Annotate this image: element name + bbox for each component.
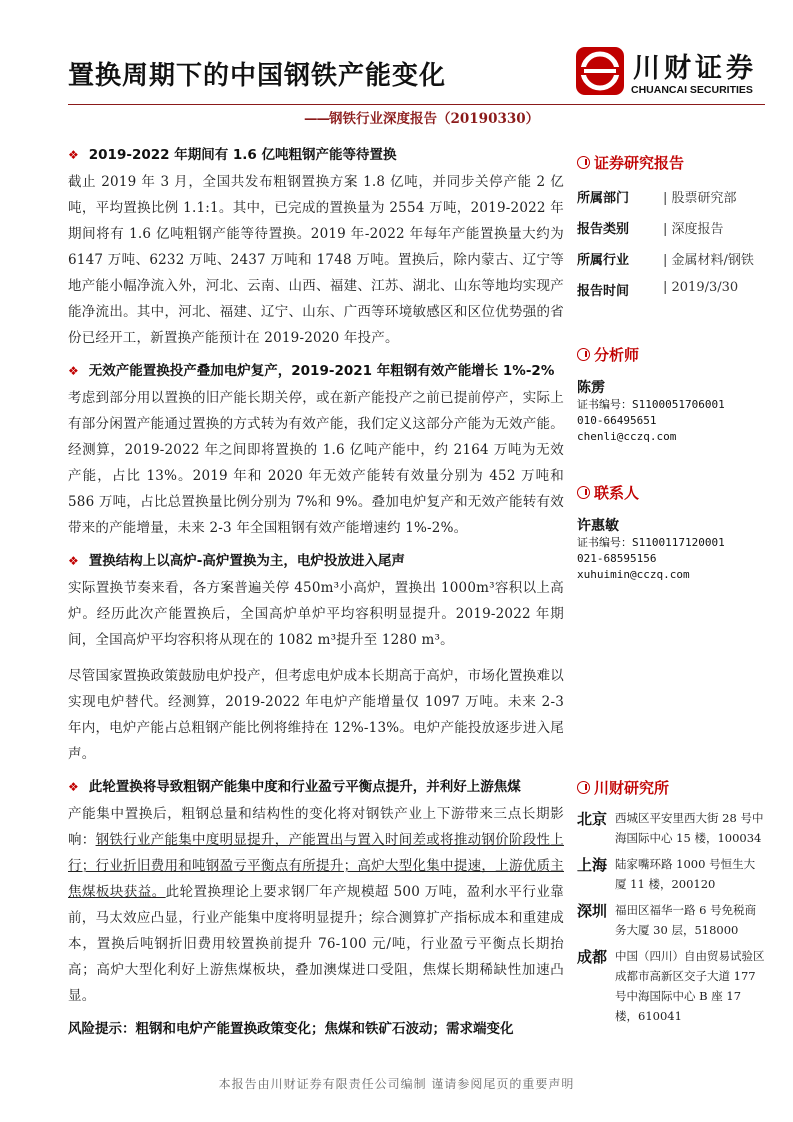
meta-value: | 深度报告 xyxy=(663,222,724,237)
institute-heading-text: 川财研究所 xyxy=(594,779,670,797)
contact-phone: 021-68595156 xyxy=(577,552,657,565)
meta-key: 报告时间 xyxy=(577,284,630,299)
diamond-bullet-icon: ❖ xyxy=(68,364,79,378)
contact-cert: 证书编号：S1100117120001 xyxy=(577,536,725,549)
page-footer-disclaimer: 本报告由川财证券有限责任公司编制 谨请参阅尾页的重要声明 xyxy=(218,1077,575,1091)
report-info-heading xyxy=(577,152,767,173)
meta-value: | 2019/3/30 xyxy=(663,280,739,295)
office-shanghai xyxy=(577,854,765,894)
section-paragraph: 实际置换节奏来看，各方案普遍关停 450m³小高炉，置换出 1000m³容积以上高炉。经历此次产能置换后，全国高炉单炉平均容积明显提升。2019-2022 年期间，全国高炉平均容积将从现在的 1082 m³提升至 1280 m³。 xyxy=(68,580,564,648)
report-info-heading-text: 证券研究报告 xyxy=(594,154,685,172)
section-paragraph xyxy=(68,801,564,1009)
analyst-phone: 010-66495651 xyxy=(577,414,657,427)
section-paragraph: 截止 2019 年 3 月，全国共发布粗钢置换方案 1.8 亿吨，并同步关停产能 2 亿吨，平均置换比例 1.1:1。其中，已完成的置换量为 2554 万吨，2019-2022 年期间将有 1.6 亿吨粗钢产能等待置换。2019 年-2022 年每年产能置换量大约为 6147 万吨、6232 万吨、2437 万吨和 1748 万吨。置换后，除内蒙古、辽宁等地产能小幅净流入外，河北、云南、山西、福建、江苏、湖北、山东等地均实现产能净流出。其中，河北、福建、辽宁、山东、广西等环境敏感区和区位优势强的省份已经开工，新置换产能预计在 2019-2020 年投产。 xyxy=(68,174,564,346)
paragraph-body: 此轮置换理论上要求钢厂年产规模超 500 万吨，盈利水平行业靠前，马太效应凸显，行业产能集中度将明显提升；综合测算扩产指标成本和重建成本，置换后吨钢折旧费用较置换前提升 76-100 元/吨，行业盈亏平衡点长期抬高；高炉大型化利好上游焦煤板块，叠加澳煤进口受阻，焦煤长期稀缺性加速凸显。 xyxy=(68,884,564,1004)
meta-key: 报告类别 xyxy=(577,222,630,237)
analyst-heading-text: 分析师 xyxy=(594,346,640,364)
analyst-email[interactable]: chenli@cczq.com xyxy=(577,430,677,443)
key-impacts-underlined: 钢铁行业产能集中度明显提升，产能置出与置入时间差或将推动钢价阶段性上行；行业折旧费用和吨钢盈亏平衡点有所提升；高炉大型化集中提速，上游优质主焦煤板块获益。 xyxy=(68,832,564,900)
contact-heading xyxy=(577,482,767,503)
section-marker-icon xyxy=(577,348,590,361)
meta-row-department xyxy=(577,187,767,218)
report-info-panel xyxy=(577,152,767,311)
institute-heading xyxy=(577,777,765,798)
company-logo xyxy=(575,44,765,100)
section-marker-icon xyxy=(577,486,590,499)
office-address: 福田区福华一路 6 号免税商务大厦 30 层，518000 xyxy=(615,903,757,937)
office-beijing xyxy=(577,808,765,848)
contact-panel xyxy=(577,482,767,583)
section-paragraph: 考虑到部分用以置换的旧产能长期关停，或在新产能投产之前已提前停产，实际上有部分闲置产能通过置换的方式转为有效产能，我们定义这部分产能为无效产能。经测算，2019-2022 年之间即将置换的 1.6 亿吨产能中，约 2164 万吨为无效产能，占比 13%。2019 年和 2020 年无效产能转有效量分别为 452 万吨和 586 万吨，占比总置换量比例分别为 7%和 9%。叠加电炉复产和无效产能转有效带来的产能增量，未来 2-3 年全国粗钢有效产能增速约 1%-2%。 xyxy=(68,390,564,536)
section-heading-3 xyxy=(68,549,564,571)
header-rule xyxy=(68,104,765,105)
subtitle-dash: —— xyxy=(304,111,329,127)
subtitle-text: 钢铁行业深度报告（20190330） xyxy=(329,111,540,127)
analyst-cert: 证书编号：S1100051706001 xyxy=(577,398,725,411)
office-city: 成都 xyxy=(577,948,608,966)
analyst-name: 陈雳 xyxy=(577,380,605,396)
logo-english-name: CHUANCAI SECURITIES xyxy=(631,84,753,96)
section-heading-text: 此轮置换将导致粗钢产能集中度和行业盈亏平衡点提升，并利好上游焦煤 xyxy=(88,779,521,795)
main-content xyxy=(68,143,564,1037)
meta-row-category xyxy=(577,218,767,249)
office-address: 西城区平安里西大街 28 号中海国际中心 15 楼，100034 xyxy=(615,811,764,845)
meta-value: | 金属材料/钢铁 xyxy=(663,253,754,268)
office-chengdu xyxy=(577,946,765,1026)
analyst-panel xyxy=(577,344,767,445)
report-subtitle xyxy=(304,107,574,127)
office-city: 上海 xyxy=(577,856,608,874)
paragraph-lead: 产能集中置换后，粗钢总量和结构性的变化将对钢铁产业上下游带来三点长期影响： xyxy=(68,806,564,848)
contact-name: 许惠敏 xyxy=(577,518,619,534)
section-heading-text: 置换结构上以高炉-高炉置换为主，电炉投放进入尾声 xyxy=(88,553,405,569)
contact-email[interactable]: xuhuimin@cczq.com xyxy=(577,568,690,581)
section-marker-icon xyxy=(577,156,590,169)
meta-row-date xyxy=(577,280,767,311)
analyst-heading xyxy=(577,344,767,365)
section-marker-icon xyxy=(577,781,590,794)
contact-heading-text: 联系人 xyxy=(594,484,640,502)
office-city: 深圳 xyxy=(577,902,608,920)
meta-key: 所属部门 xyxy=(577,191,630,206)
meta-value: | 股票研究部 xyxy=(663,191,737,206)
chuancai-logo-icon xyxy=(575,46,625,96)
office-address: 中国（四川）自由贸易试验区成都市高新区交子大道 177 号中海国际中心 B 座 17 楼，610041 xyxy=(615,949,765,1023)
section-heading-2 xyxy=(68,359,564,381)
diamond-bullet-icon: ❖ xyxy=(68,780,79,794)
diamond-bullet-icon: ❖ xyxy=(68,554,79,568)
office-address: 陆家嘴环路 1000 号恒生大厦 11 楼，200120 xyxy=(615,857,756,891)
meta-key: 所属行业 xyxy=(577,253,630,268)
section-heading-1 xyxy=(68,143,564,165)
logo-chinese-name: 川财证券 xyxy=(633,53,757,84)
report-title: 置换周期下的中国钢铁产能变化 xyxy=(68,61,447,91)
meta-row-industry xyxy=(577,249,767,280)
institute-panel xyxy=(577,777,765,1032)
section-paragraph: 尽管国家置换政策鼓励电炉投产，但考虑电炉成本长期高于高炉，市场化置换难以实现电炉替代。经测算，2019-2022 年电炉产能增量仅 1097 万吨。未来 2-3 年内，电炉产能占总粗钢产能比例将维持在 12%-13%。电炉产能投放逐步进入尾声。 xyxy=(68,668,564,762)
office-shenzhen xyxy=(577,900,765,940)
risk-warning: 风险提示：粗钢和电炉产能置换政策变化；焦煤和铁矿石波动；需求端变化 xyxy=(68,1021,514,1037)
section-heading-text: 2019-2022 年期间有 1.6 亿吨粗钢产能等待置换 xyxy=(88,147,397,163)
section-heading-text: 无效产能置换投产叠加电炉复产，2019-2021 年粗钢有效产能增长 1%-2% xyxy=(88,363,555,379)
section-heading-4 xyxy=(68,775,564,797)
diamond-bullet-icon: ❖ xyxy=(68,148,79,162)
office-city: 北京 xyxy=(577,810,608,828)
